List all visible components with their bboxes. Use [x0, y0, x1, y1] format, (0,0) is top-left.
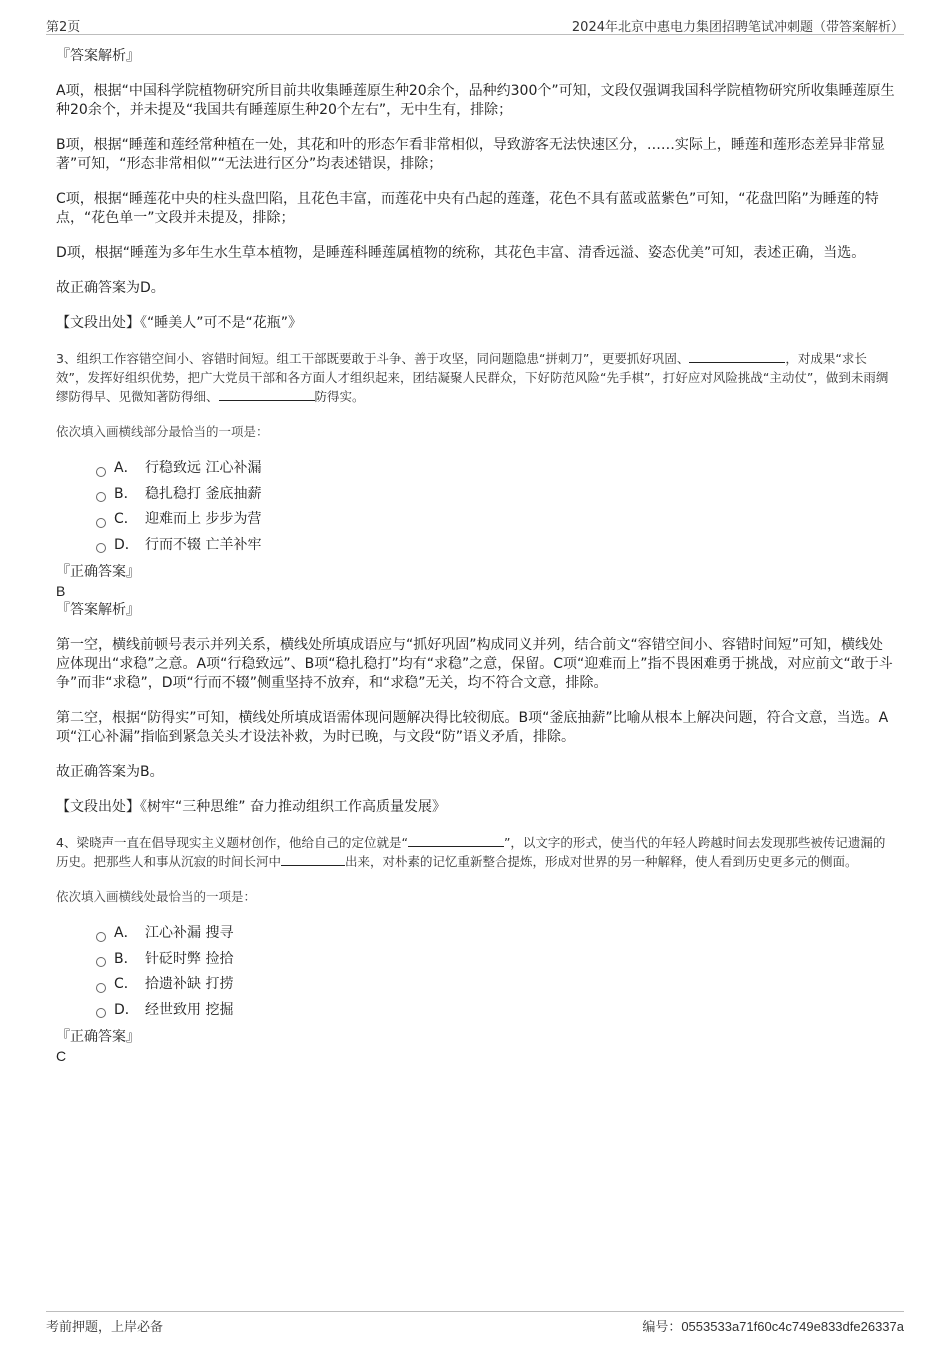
option-key: C． [114, 976, 138, 993]
radio-icon[interactable] [96, 957, 106, 967]
q4-option-b[interactable] [96, 947, 896, 973]
option-key: D． [114, 536, 139, 553]
q4-option-d[interactable] [96, 998, 896, 1024]
option-text: 稳扎稳打 釜底抽薪 [145, 485, 262, 502]
q4-instruction: 依次填入画横线处最恰当的一项是： [56, 889, 257, 904]
option-text: 行稳致远 江心补漏 [145, 460, 262, 477]
option-key: B． [114, 950, 138, 967]
q3-source: 【文段出处】《树牢“三种思维” 奋力推动组织工作高质量发展》 [56, 799, 446, 815]
q3-blank-2 [219, 388, 315, 401]
q4-stem-part-1: 4、梁晓声一直在倡导现实主义题材创作，他给自己的定位就是“ [56, 835, 408, 850]
q4-blank-2 [281, 853, 345, 866]
q2-analysis-b: B项，根据“睡莲和莲经常种植在一处，其花和叶的形态乍看非常相似，导致游客无法快速区分，……实际上，睡莲和莲形态差异非常显著”可知，“形态非常相似”“无法进行区分”均表述错误，排除； [56, 137, 885, 172]
radio-icon[interactable] [96, 492, 106, 502]
q2-source: 【文段出处】《“睡美人”可不是“花瓶”》 [56, 315, 303, 331]
footer-slogan: 考前押题，上岸必备 [46, 1320, 164, 1335]
q3-analysis-2: 第二空，根据“防得实”可知，横线处所填成语需体现问题解决得比较彻底。B项“釜底抽薪”比喻从根本上解决问题，符合文意，当选。A项“江心补漏”指临到紧急关头才设法补救，为时已晚，与文段“防”语义矛盾，排除。 [56, 710, 889, 745]
page-header [46, 14, 904, 35]
q3-option-b[interactable] [96, 482, 896, 508]
page-number: 第2页 [46, 20, 81, 35]
document-code: 编号：0553533a71f60c4c749e833dfe26337a [642, 1319, 904, 1334]
q3-stem-part-1: 3、组织工作容错空间小、容错时间短。组工干部既要敢于斗争、善于攻坚，同问题隐患“拼刺刀”，更要抓好巩固、 [56, 351, 690, 366]
option-key: A． [114, 925, 138, 942]
option-text: 江心补漏 搜寻 [145, 925, 234, 942]
option-text: 行而不辍 亡羊补牢 [145, 536, 262, 553]
q3-stem [56, 349, 896, 406]
q4-answer: C [56, 1048, 67, 1064]
q3-blank-1 [689, 350, 785, 363]
q4-blank-1 [408, 834, 504, 847]
q4-stem-part-2: ”，以文字的形式，使当代的年轻人跨越时间去发现那些被传记遗漏的历史。把那些人和事从沉寂的时间长河中 [56, 835, 886, 869]
option-key: D． [114, 1001, 139, 1018]
q3-analysis-1: 第一空，横线前顿号表示并列关系，横线处所填成语应与“抓好巩固”构成同义并列，结合前文“容错空间小、容错时间短”可知，横线处应体现出“求稳”之意。A项“行稳致远”、B项“稳扎稳打”均有“求稳”之意，保留。C项“迎难而上”指不畏困难勇于挑战，对应前文“敢于斗争”而非“求稳”，D项“行而不辍”侧重坚持不放弃，和“求稳”无关，均不符合文意，排除。 [56, 637, 893, 691]
correct-answer-label: 『正确答案』 [56, 1029, 140, 1045]
document-title: 2024年北京中惠电力集团招聘笔试冲刺题（带答案解析） [571, 20, 904, 35]
q4-stem-part-3: 出来，对朴素的记忆重新整合提炼，形成对世界的另一种解释，使人看到历史更多元的侧面。 [345, 854, 858, 869]
q3-answer: B [56, 583, 66, 599]
q3-option-c[interactable] [96, 507, 896, 533]
q3-option-a[interactable] [96, 456, 896, 482]
page-footer [46, 1311, 904, 1335]
radio-icon[interactable] [96, 543, 106, 553]
option-text: 迎难而上 步步为营 [145, 511, 262, 528]
correct-answer-label: 『正确答案』 [56, 564, 140, 580]
option-text: 经世致用 挖掘 [145, 1001, 234, 1018]
option-text: 拾遗补缺 打捞 [145, 976, 234, 993]
q2-analysis-a: A项，根据“中国科学院植物研究所目前共收集睡莲原生种20余个，品种约300个”可知，文段仅强调我国科学院植物研究所收集睡莲原生种20余个，并未提及“我国共有睡莲原生种20个左右”，无中生有，排除； [56, 83, 895, 118]
q2-conclusion: 故正确答案为D。 [56, 280, 165, 296]
q3-stem-part-2: ，对成果“求长效”，发挥好组织优势，把广大党员干部和各方面人才组织起来，团结凝聚人民群众，下好防范风险“先手棋”，打好应对风险挑战“主动仗”，做到未雨绸缪防得早、见微知著防得细、 [56, 351, 889, 404]
radio-icon[interactable] [96, 518, 106, 528]
radio-icon[interactable] [96, 932, 106, 942]
q3-instruction: 依次填入画横线部分最恰当的一项是： [56, 424, 269, 439]
q3-conclusion: 故正确答案为B。 [56, 764, 164, 780]
option-key: B． [114, 485, 138, 502]
q3-stem-part-3: 防得实。 [314, 389, 365, 404]
option-key: A． [114, 460, 138, 477]
q4-option-c[interactable] [96, 972, 896, 998]
option-text: 针砭时弊 捡拾 [145, 950, 234, 967]
analysis-label: 『答案解析』 [56, 48, 140, 64]
radio-icon[interactable] [96, 983, 106, 993]
q2-analysis-d: D项，根据“睡莲为多年生水生草本植物，是睡莲科睡莲属植物的统称，其花色丰富、清香远溢、姿态优美”可知，表述正确，当选。 [56, 245, 866, 261]
q4-option-a[interactable] [96, 921, 896, 947]
q3-option-d[interactable] [96, 533, 896, 559]
q4-stem [56, 833, 896, 871]
q4-options [56, 921, 896, 1023]
radio-icon[interactable] [96, 1008, 106, 1018]
radio-icon[interactable] [96, 467, 106, 477]
page-content [56, 44, 896, 1066]
option-key: C． [114, 511, 138, 528]
q2-analysis-c: C项，根据“睡莲花中央的柱头盘凹陷，且花色丰富，而莲花中央有凸起的莲蓬，花色不具有蓝或蓝紫色”可知，“花盘凹陷”为睡莲的特点，“花色单一”文段并未提及，排除； [56, 191, 879, 226]
q3-options [56, 456, 896, 558]
analysis-label: 『答案解析』 [56, 602, 140, 618]
